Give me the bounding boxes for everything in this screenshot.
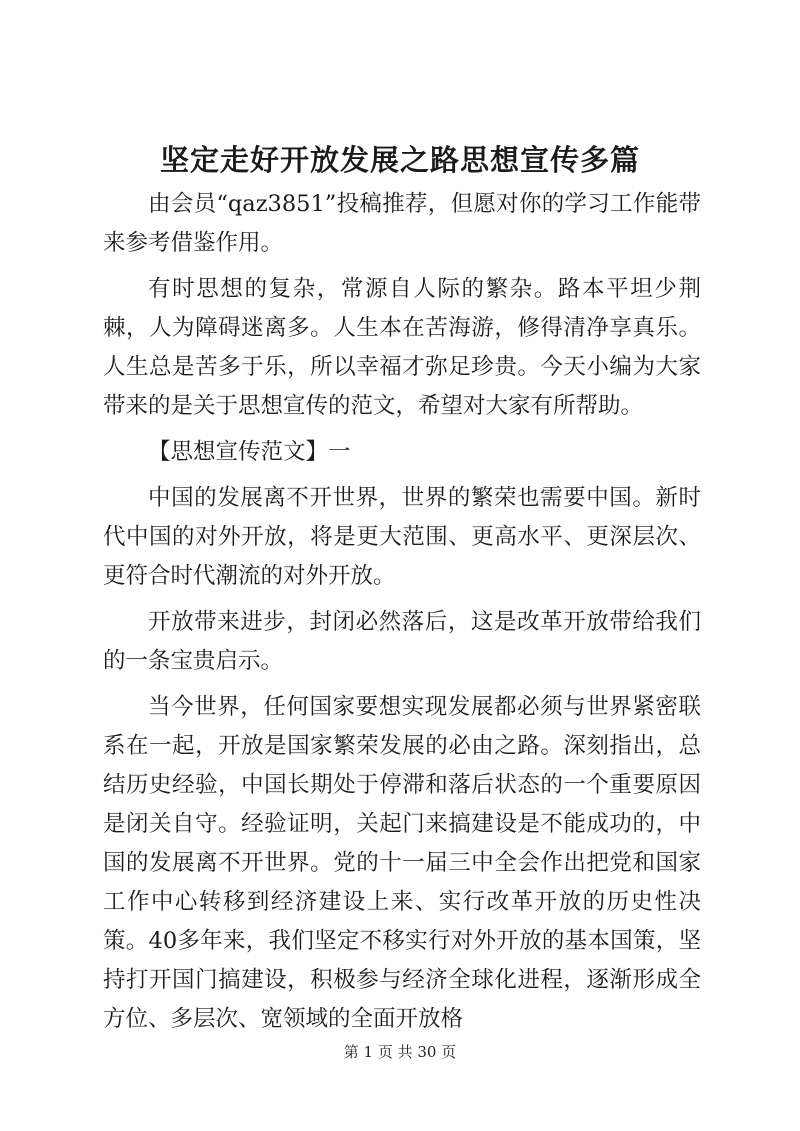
document-body	[103, 185, 701, 1046]
paragraph-body: 当今世界，任何国家要想实现发展都必须与世界紧密联系在一起，开放是国家繁荣发展的必由之路。深刻指出，总结历史经验，中国长期处于停滞和落后状态的一个重要原因是闭关自守。经验证明，关起门来搞建设是不能成功的，中国的发展离不开世界。党的十一届三中全会作出把党和国家工作中心转移到经济建设上来、实行改革开放的历史性决策。40多年来，我们坚定不移实行对外开放的基本国策，坚持打开国门搞建设，积极参与经济全球化进程，逐渐形成全方位、多层次、宽领域的全面开放格	[103, 694, 701, 1032]
paragraph-intro: 由会员“qaz3851”投稿推荐，但愿对你的学习工作能带来参考借鉴作用。	[103, 191, 701, 256]
document-title: 坚定走好开放发展之路思想宣传多篇	[159, 143, 640, 177]
section-heading: 【思想宣传范文】一	[148, 439, 351, 465]
paragraph-preface: 有时思想的复杂，常源自人际的繁杂。路本平坦少荆棘，人为障碍迷离多。人生本在苦海游，修得清净享真乐。人生总是苦多于乐，所以幸福才弥足珍贵。今天小编为大家带来的是关于思想宣传的范文，希望对大家有所帮助。	[103, 276, 701, 419]
paragraph-body: 开放带来进步，封闭必然落后，这是改革开放带给我们的一条宝贵启示。	[103, 609, 701, 674]
page-footer: 第 1 页 共 30 页	[343, 1043, 457, 1061]
paragraph-body: 中国的发展离不开世界，世界的繁荣也需要中国。新时代中国的对外开放，将是更大范围、更高水平、更深层次、更符合时代潮流的对外开放。	[103, 485, 701, 589]
